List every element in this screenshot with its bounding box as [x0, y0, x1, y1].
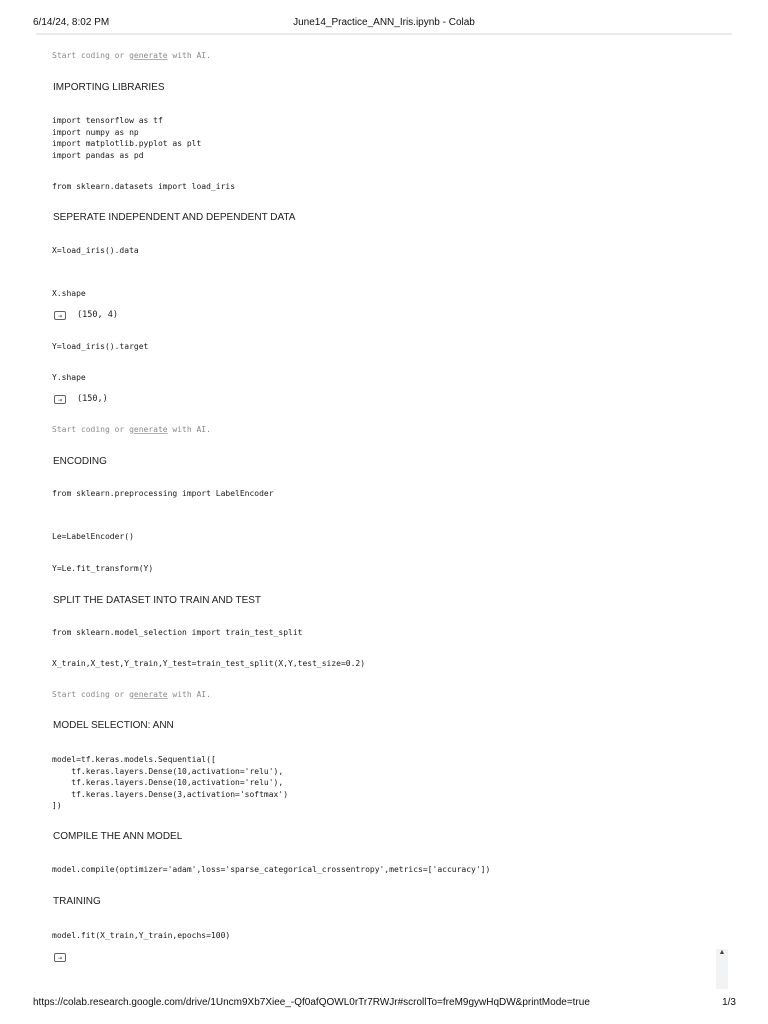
placeholder-prefix: Start coding or [52, 425, 130, 434]
heading-training: TRAINING [53, 896, 101, 907]
placeholder-prefix: Start coding or [52, 690, 130, 699]
output-toggle-icon[interactable]: ⇥ [54, 953, 66, 962]
heading-model-selection: MODEL SELECTION: ANN [53, 720, 174, 731]
placeholder-suffix: with AI. [167, 425, 211, 434]
heading-importing-libraries: IMPORTING LIBRARIES [53, 82, 165, 93]
print-datetime: 6/14/24, 8:02 PM [33, 17, 110, 28]
code-cell-y-shape[interactable]: Y.shape [52, 373, 86, 382]
generate-link[interactable]: generate [129, 690, 168, 699]
generate-link[interactable]: generate [129, 425, 168, 434]
code-cell-x-shape[interactable]: X.shape [52, 289, 86, 298]
page-title: June14_Practice_ANN_Iris.ipynb - Colab [293, 17, 475, 28]
code-cell-imports[interactable]: import tensorflow as tf import numpy as np import matplotlib.pyplot as plt import pandas as pd [52, 116, 202, 160]
page-number: 1/3 [722, 997, 736, 1008]
empty-code-cell[interactable] [52, 689, 211, 701]
placeholder-prefix: Start coding or [52, 51, 130, 60]
code-cell-x-data[interactable]: X=load_iris().data [52, 246, 139, 255]
output-y-shape: (150,) [77, 394, 108, 404]
generate-link[interactable]: generate [129, 51, 168, 60]
code-cell-le-init[interactable]: Le=LabelEncoder() [52, 532, 134, 541]
code-cell-split-call[interactable]: X_train,X_test,Y_train,Y_test=train_test_split(X,Y,test_size=0.2) [52, 659, 366, 668]
code-cell-split-import[interactable]: from sklearn.model_selection import train_test_split [52, 628, 303, 637]
code-cell-fit-transform[interactable]: Y=Le.fit_transform(Y) [52, 564, 154, 573]
print-url: https://colab.research.google.com/drive/1Uncm9Xb7Xiee_-Qf0afQOWL0rTr7RWJr#scrollTo=freM9gywHqDW&printMode=true [33, 997, 590, 1008]
code-cell-model-def[interactable]: model=tf.keras.models.Sequential([ tf.keras.layers.Dense(10,activation='relu'), tf.keras.layers.Dense(10,activation='relu'), tf.keras.layers.Dense(3,activation='softmax') ]) [52, 755, 289, 810]
output-toggle-icon[interactable]: ⇥ [54, 395, 66, 404]
output-x-shape: (150, 4) [77, 310, 118, 320]
code-cell-fit[interactable]: model.fit(X_train,Y_train,epochs=100) [52, 931, 231, 940]
empty-code-cell[interactable] [52, 424, 211, 436]
code-cell-load-iris[interactable]: from sklearn.datasets import load_iris [52, 182, 236, 191]
heading-encoding: ENCODING [53, 456, 107, 467]
code-cell-compile[interactable]: model.compile(optimizer='adam',loss='sparse_categorical_crossentropy',metrics=['accuracy']) [52, 865, 491, 874]
heading-compile-model: COMPILE THE ANN MODEL [53, 831, 183, 842]
empty-code-cell[interactable] [52, 50, 211, 62]
code-cell-y-data[interactable]: Y=load_iris().target [52, 342, 149, 351]
placeholder-suffix: with AI. [167, 51, 211, 60]
output-scrollbar[interactable] [716, 949, 728, 989]
heading-separate-data: SEPERATE INDEPENDENT AND DEPENDENT DATA [53, 212, 296, 223]
heading-split-dataset: SPLIT THE DATASET INTO TRAIN AND TEST [53, 595, 262, 606]
placeholder-suffix: with AI. [167, 690, 211, 699]
output-toggle-icon[interactable]: ⇥ [54, 311, 66, 320]
header-divider [36, 33, 732, 35]
scroll-up-arrow-icon[interactable]: ▲ [718, 949, 726, 956]
code-cell-label-import[interactable]: from sklearn.preprocessing import LabelEncoder [52, 489, 274, 498]
